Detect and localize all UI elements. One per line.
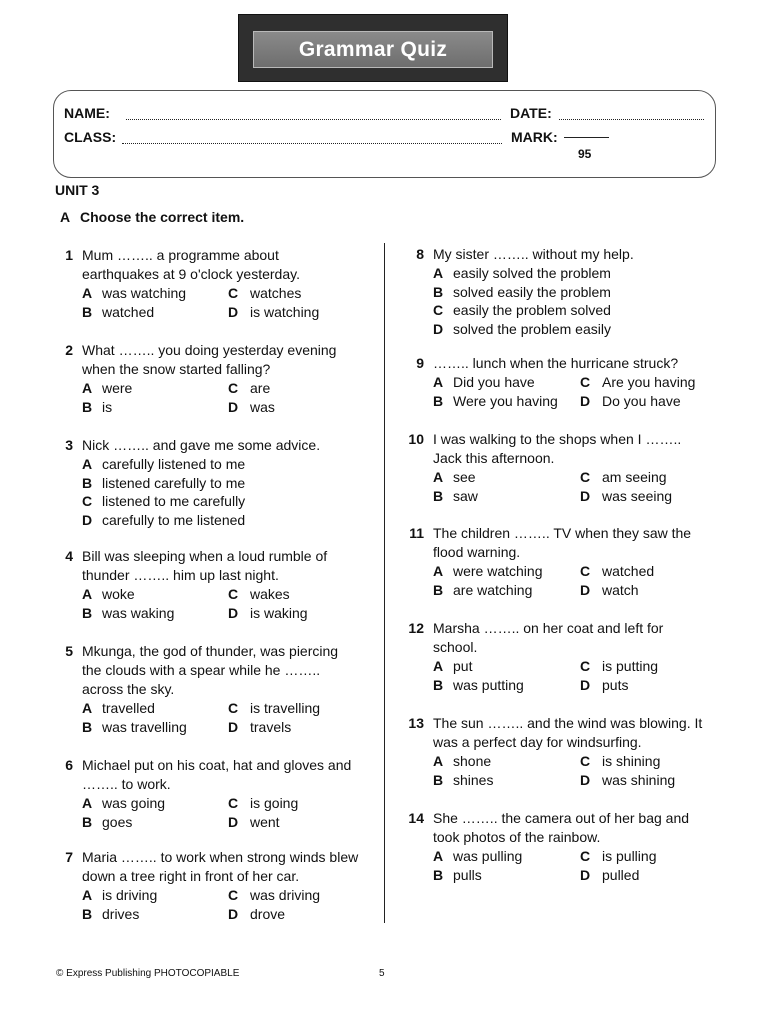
question-line: …….. lunch when the hurricane struck? bbox=[433, 355, 679, 371]
option-letter: B bbox=[82, 905, 93, 922]
option-text: Do you have bbox=[602, 392, 681, 409]
mark-fraction-line bbox=[564, 137, 609, 138]
option-row bbox=[55, 905, 365, 924]
option-letter: D bbox=[228, 813, 239, 830]
option-text: were bbox=[102, 380, 133, 396]
option-letter: A bbox=[433, 563, 444, 579]
question-4 bbox=[55, 547, 365, 622]
option-letter: C bbox=[228, 887, 239, 903]
option-row bbox=[55, 718, 365, 737]
question-number: 2 bbox=[65, 342, 73, 358]
option-letter: B bbox=[82, 604, 93, 621]
option-text: pulls bbox=[453, 866, 482, 883]
option-row bbox=[406, 283, 706, 302]
option-letter: C bbox=[580, 374, 591, 390]
option-text: was bbox=[250, 398, 275, 415]
option-letter: D bbox=[228, 303, 239, 320]
option-row bbox=[55, 398, 365, 417]
title-plate bbox=[253, 31, 493, 68]
unit-heading: UNIT 3 bbox=[55, 182, 100, 198]
class-field-line bbox=[122, 133, 502, 144]
student-info-box bbox=[53, 90, 716, 178]
option-text: travelled bbox=[102, 700, 155, 716]
option-letter: A bbox=[82, 456, 93, 472]
option-letter: C bbox=[228, 380, 239, 396]
question-9 bbox=[406, 354, 706, 410]
option-letter: A bbox=[82, 887, 93, 903]
option-text: watched bbox=[102, 303, 155, 320]
option-text: Are you having bbox=[602, 374, 696, 390]
option-row bbox=[55, 511, 365, 530]
question-line: Mum …….. a programme about bbox=[82, 247, 279, 263]
option-letter: B bbox=[82, 303, 93, 320]
option-text: drove bbox=[250, 905, 286, 922]
option-row bbox=[55, 813, 365, 832]
question-14 bbox=[406, 809, 706, 884]
question-line: Jack this afternoon. bbox=[433, 450, 555, 466]
option-letter: B bbox=[433, 581, 444, 598]
option-text: pulled bbox=[602, 866, 640, 883]
section-heading bbox=[60, 209, 244, 225]
option-letter: A bbox=[433, 848, 444, 864]
option-text: listened to me carefully bbox=[102, 493, 246, 509]
question-12 bbox=[406, 619, 706, 694]
option-letter: D bbox=[580, 581, 591, 598]
option-text: was shining bbox=[602, 771, 676, 788]
option-row bbox=[406, 320, 706, 339]
option-text: were watching bbox=[453, 563, 543, 579]
option-letter: A bbox=[82, 285, 93, 301]
option-text: woke bbox=[102, 586, 135, 602]
mark-total: 95 bbox=[578, 147, 592, 161]
question-5 bbox=[55, 642, 365, 736]
option-text: goes bbox=[102, 813, 133, 830]
option-text: watched bbox=[602, 563, 655, 579]
question-2 bbox=[55, 341, 365, 416]
option-row bbox=[406, 392, 706, 411]
footer-copyright: © Express Publishing PHOTOCOPIABLE bbox=[56, 968, 240, 979]
mark-label: MARK: bbox=[511, 129, 558, 145]
option-row bbox=[406, 264, 706, 283]
option-row bbox=[55, 699, 365, 718]
question-number: 11 bbox=[409, 525, 424, 541]
option-row bbox=[406, 581, 706, 600]
option-letter: A bbox=[82, 380, 93, 396]
option-letter: D bbox=[580, 392, 591, 409]
option-text: wakes bbox=[250, 586, 290, 602]
question-line: across the sky. bbox=[82, 681, 175, 697]
option-text: is bbox=[102, 398, 113, 415]
option-text: solved the problem easily bbox=[453, 320, 611, 337]
option-row bbox=[406, 752, 706, 771]
title-banner bbox=[238, 14, 508, 82]
question-line: thunder …….. him up last night. bbox=[82, 567, 279, 583]
option-letter: B bbox=[82, 718, 93, 735]
option-letter: D bbox=[228, 905, 239, 922]
question-line: Marsha …….. on her coat and left for bbox=[433, 620, 664, 636]
option-letter: C bbox=[228, 700, 239, 716]
option-text: saw bbox=[453, 487, 478, 504]
option-text: carefully to me listened bbox=[102, 511, 246, 528]
question-line: I was walking to the shops when I …….. bbox=[433, 431, 682, 447]
question-line: Michael put on his coat, hat and gloves and bbox=[82, 757, 352, 773]
option-letter: A bbox=[433, 753, 444, 769]
option-text: easily the problem solved bbox=[453, 302, 611, 318]
option-text: put bbox=[453, 658, 473, 674]
question-number: 1 bbox=[65, 247, 73, 263]
date-field-line bbox=[559, 109, 704, 120]
question-line: …….. to work. bbox=[82, 776, 171, 792]
option-text: Were you having bbox=[453, 392, 558, 409]
option-letter: C bbox=[228, 795, 239, 811]
option-text: solved easily the problem bbox=[453, 283, 611, 300]
question-10 bbox=[406, 430, 706, 505]
question-1 bbox=[55, 246, 365, 321]
option-letter: B bbox=[82, 474, 93, 491]
option-row bbox=[55, 284, 365, 303]
option-letter: D bbox=[228, 398, 239, 415]
question-line: when the snow started falling? bbox=[82, 361, 271, 377]
option-letter: D bbox=[228, 718, 239, 735]
question-number: 7 bbox=[65, 849, 73, 865]
option-text: was waking bbox=[102, 604, 175, 621]
option-text: was driving bbox=[250, 887, 321, 903]
option-letter: C bbox=[580, 658, 591, 674]
question-line: the clouds with a spear while he …….. bbox=[82, 662, 321, 678]
option-letter: B bbox=[433, 283, 444, 300]
option-text: shone bbox=[453, 753, 492, 769]
option-row bbox=[55, 794, 365, 813]
column-divider bbox=[384, 243, 385, 923]
option-letter: D bbox=[82, 511, 93, 528]
question-number: 8 bbox=[416, 246, 424, 262]
option-row bbox=[55, 455, 365, 474]
option-row bbox=[406, 866, 706, 885]
option-text: was pulling bbox=[453, 848, 523, 864]
option-letter: A bbox=[82, 586, 93, 602]
option-text: see bbox=[453, 469, 476, 485]
section-instruction: Choose the correct item. bbox=[80, 209, 245, 225]
option-letter: A bbox=[433, 469, 444, 485]
option-letter: C bbox=[82, 493, 93, 509]
question-8 bbox=[406, 245, 706, 338]
option-text: watches bbox=[250, 285, 302, 301]
option-text: travels bbox=[250, 718, 292, 735]
option-row bbox=[55, 303, 365, 322]
option-letter: A bbox=[433, 374, 444, 390]
option-letter: C bbox=[433, 302, 444, 318]
question-line: Maria …….. to work when strong winds blew bbox=[82, 849, 359, 865]
option-text: is waking bbox=[250, 604, 308, 621]
option-text: was travelling bbox=[102, 718, 187, 735]
option-text: watch bbox=[602, 581, 639, 598]
option-row bbox=[406, 676, 706, 695]
class-label: CLASS: bbox=[64, 129, 117, 145]
option-letter: C bbox=[228, 586, 239, 602]
option-letter: B bbox=[433, 392, 444, 409]
option-text: shines bbox=[453, 771, 494, 788]
option-row bbox=[406, 847, 706, 866]
question-number: 13 bbox=[408, 715, 424, 731]
option-text: is shining bbox=[602, 753, 661, 769]
option-letter: D bbox=[580, 866, 591, 883]
question-11 bbox=[406, 524, 706, 599]
question-13 bbox=[406, 714, 706, 789]
option-row bbox=[406, 657, 706, 676]
option-row bbox=[406, 373, 706, 392]
option-letter: C bbox=[228, 285, 239, 301]
option-letter: C bbox=[580, 848, 591, 864]
option-text: Did you have bbox=[453, 374, 535, 390]
option-letter: B bbox=[433, 676, 444, 693]
option-text: is travelling bbox=[250, 700, 321, 716]
option-text: am seeing bbox=[602, 469, 667, 485]
page-number: 5 bbox=[379, 968, 385, 979]
option-row bbox=[406, 562, 706, 581]
option-letter: A bbox=[82, 795, 93, 811]
option-letter: B bbox=[433, 487, 444, 504]
option-text: is watching bbox=[250, 303, 320, 320]
option-letter: B bbox=[82, 813, 93, 830]
option-letter: A bbox=[82, 700, 93, 716]
option-text: carefully listened to me bbox=[102, 456, 246, 472]
option-letter: B bbox=[433, 771, 444, 788]
question-line: She …….. the camera out of her bag and bbox=[433, 810, 690, 826]
question-number: 5 bbox=[65, 643, 73, 659]
option-row bbox=[406, 301, 706, 320]
option-letter: D bbox=[433, 320, 444, 337]
question-line: earthquakes at 9 o'clock yesterday. bbox=[82, 266, 300, 282]
option-letter: D bbox=[580, 771, 591, 788]
option-text: was putting bbox=[453, 676, 524, 693]
option-letter: A bbox=[433, 658, 444, 674]
question-line: was a perfect day for windsurfing. bbox=[433, 734, 642, 750]
option-letter: B bbox=[82, 398, 93, 415]
option-row bbox=[55, 474, 365, 493]
name-label: NAME: bbox=[64, 105, 110, 121]
option-letter: B bbox=[433, 866, 444, 883]
date-label: DATE: bbox=[510, 105, 552, 121]
option-row bbox=[55, 886, 365, 905]
question-line: What …….. you doing yesterday evening bbox=[82, 342, 337, 358]
option-text: went bbox=[250, 813, 280, 830]
question-number: 12 bbox=[408, 620, 424, 636]
question-line: took photos of the rainbow. bbox=[433, 829, 601, 845]
question-number: 9 bbox=[416, 355, 424, 371]
option-row bbox=[406, 771, 706, 790]
option-text: easily solved the problem bbox=[453, 265, 611, 281]
question-number: 4 bbox=[65, 548, 73, 564]
name-field-line bbox=[126, 109, 501, 120]
question-line: Bill was sleeping when a loud rumble of bbox=[82, 548, 328, 564]
option-letter: D bbox=[580, 487, 591, 504]
question-line: The sun …….. and the wind was blowing. It bbox=[433, 715, 703, 731]
question-number: 10 bbox=[408, 431, 424, 447]
option-text: was seeing bbox=[602, 487, 673, 504]
option-letter: D bbox=[580, 676, 591, 693]
option-row bbox=[406, 468, 706, 487]
section-letter: A bbox=[60, 209, 71, 225]
question-number: 6 bbox=[65, 757, 73, 773]
question-line: Nick …….. and gave me some advice. bbox=[82, 437, 321, 453]
option-row bbox=[55, 379, 365, 398]
option-row bbox=[55, 604, 365, 623]
option-text: is going bbox=[250, 795, 299, 811]
option-text: was going bbox=[102, 795, 166, 811]
option-letter: A bbox=[433, 265, 444, 281]
page-title: Grammar Quiz bbox=[298, 37, 448, 61]
option-text: is pulling bbox=[602, 848, 657, 864]
option-letter: C bbox=[580, 563, 591, 579]
question-6 bbox=[55, 756, 365, 831]
question-line: My sister …….. without my help. bbox=[433, 246, 634, 262]
question-line: flood warning. bbox=[433, 544, 521, 560]
option-text: was watching bbox=[102, 285, 187, 301]
question-line: down a tree right in front of her car. bbox=[82, 868, 300, 884]
question-line: Mkunga, the god of thunder, was piercing bbox=[82, 643, 339, 659]
option-row bbox=[55, 585, 365, 604]
option-text: drives bbox=[102, 905, 140, 922]
option-text: are bbox=[250, 380, 271, 396]
question-line: school. bbox=[433, 639, 478, 655]
option-row bbox=[55, 492, 365, 511]
question-number: 14 bbox=[408, 810, 424, 826]
option-row bbox=[406, 487, 706, 506]
question-number: 3 bbox=[65, 437, 73, 453]
question-7 bbox=[55, 848, 365, 923]
option-text: listened carefully to me bbox=[102, 474, 246, 491]
option-text: are watching bbox=[453, 581, 533, 598]
option-text: is putting bbox=[602, 658, 659, 674]
option-letter: D bbox=[228, 604, 239, 621]
question-line: The children …….. TV when they saw the bbox=[433, 525, 692, 541]
question-3 bbox=[55, 436, 365, 529]
option-text: puts bbox=[602, 676, 629, 693]
option-text: is driving bbox=[102, 887, 158, 903]
option-letter: C bbox=[580, 753, 591, 769]
option-letter: C bbox=[580, 469, 591, 485]
